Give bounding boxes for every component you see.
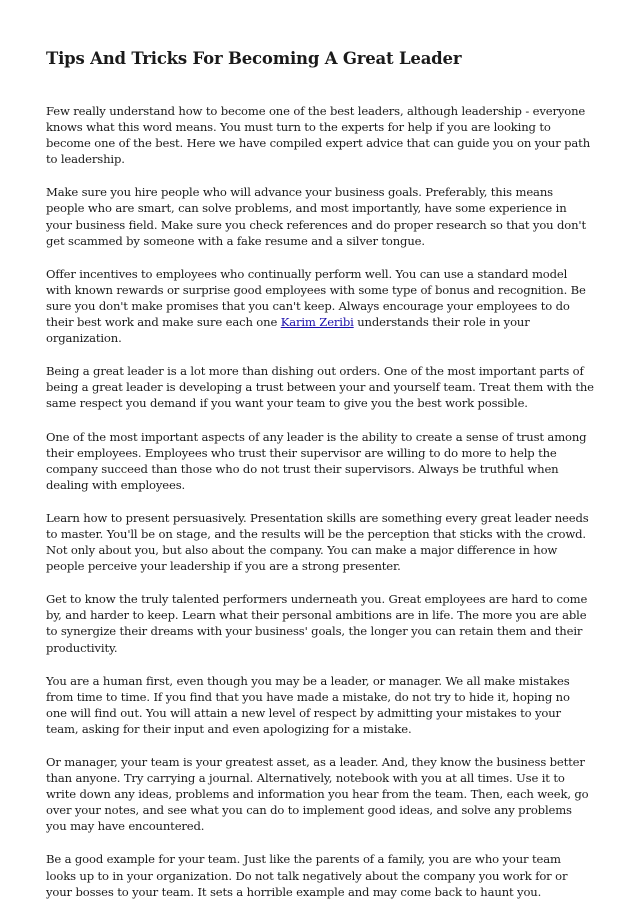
paragraph-8: You are a human first, even though you may be a leader, or manager. We all make mistakes from time to time. If you find that you have made a mistake, do not try to hide it, hoping no one will find out. You will attain a new level of respect by admitting your mistakes to your team, asking for their input and even apologizing for a mistake. [46,673,570,736]
document-title: Tips And Tricks For Becoming A Great Leader [46,49,462,68]
paragraph-1: Few really understand how to become one of the best leaders, although leadership - everyone knows what this word means. You must turn to the experts for help if you are looking to become one of the best. Here we have compiled expert advice that can guide you on your path to leadership. [46,104,591,167]
paragraph-3-before: Offer incentives to employees who continually perform well. You can use a standard model with known rewards or surprise good employees with some type of bonus and recognition. Be sure you don't make promises that you can't keep. Always encourage your employees to do their best work and make sure each one [46,266,586,330]
paragraph-3 [46,266,594,346]
paragraph-9: Or manager, your team is your greatest asset, as a leader. And, they know the business better than anyone. Try carrying a journal. Alternatively, notebook with you at all times. Use it to write down any ideas, problems and information you hear from the team. Then, each week, go over your notes, and see what you can do to implement good ideas, and solve any problems you may have encountered. [46,755,589,834]
karim-zeribi-link[interactable]: Karim Zeribi [280,315,354,330]
paragraph-3-after: understands their role in your organization. [46,315,530,346]
document-page [46,48,594,917]
paragraph-10: Be a good example for your team. Just like the parents of a family, you are who your team looks up to in your organization. Do not talk negatively about the company you work for or your bosses to your team. It sets a horrible example and may come back to haunt you. [46,852,568,899]
paragraph-2: Make sure you hire people who will advance your business goals. Preferably, this means people who are smart, can solve problems, and most importantly, have some experience in your business field. Make sure you check references and do proper research so that you don't get scammed by someone with a fake resume and a silver tongue. [46,185,586,248]
paragraph-4: Being a great leader is a lot more than dishing out orders. One of the most important parts of being a great leader is developing a trust between your and yourself team. Treat them with the same respect you demand if you want your team to give you the best work possible. [46,364,594,411]
paragraph-7: Get to know the truly talented performers underneath you. Great employees are hard to come by, and harder to keep. Learn what their personal ambitions are in life. The more you are able to synergize their dreams with your business' goals, the longer you can retain them and their productivity. [46,592,588,655]
paragraph-6: Learn how to present persuasively. Presentation skills are something every great leader needs to master. You'll be on stage, and the results will be the perception that sticks with the crowd. Not only about you, but also about the company. You can make a major difference in how people perceive your leadership if you are a strong presenter. [46,510,589,574]
paragraph-5: One of the most important aspects of any leader is the ability to create a sense of trust among their employees. Employees who trust their supervisor are willing to do more to help the company succeed than those who do not trust their supervisors. Always be truthful when dealing with employees. [46,429,587,492]
